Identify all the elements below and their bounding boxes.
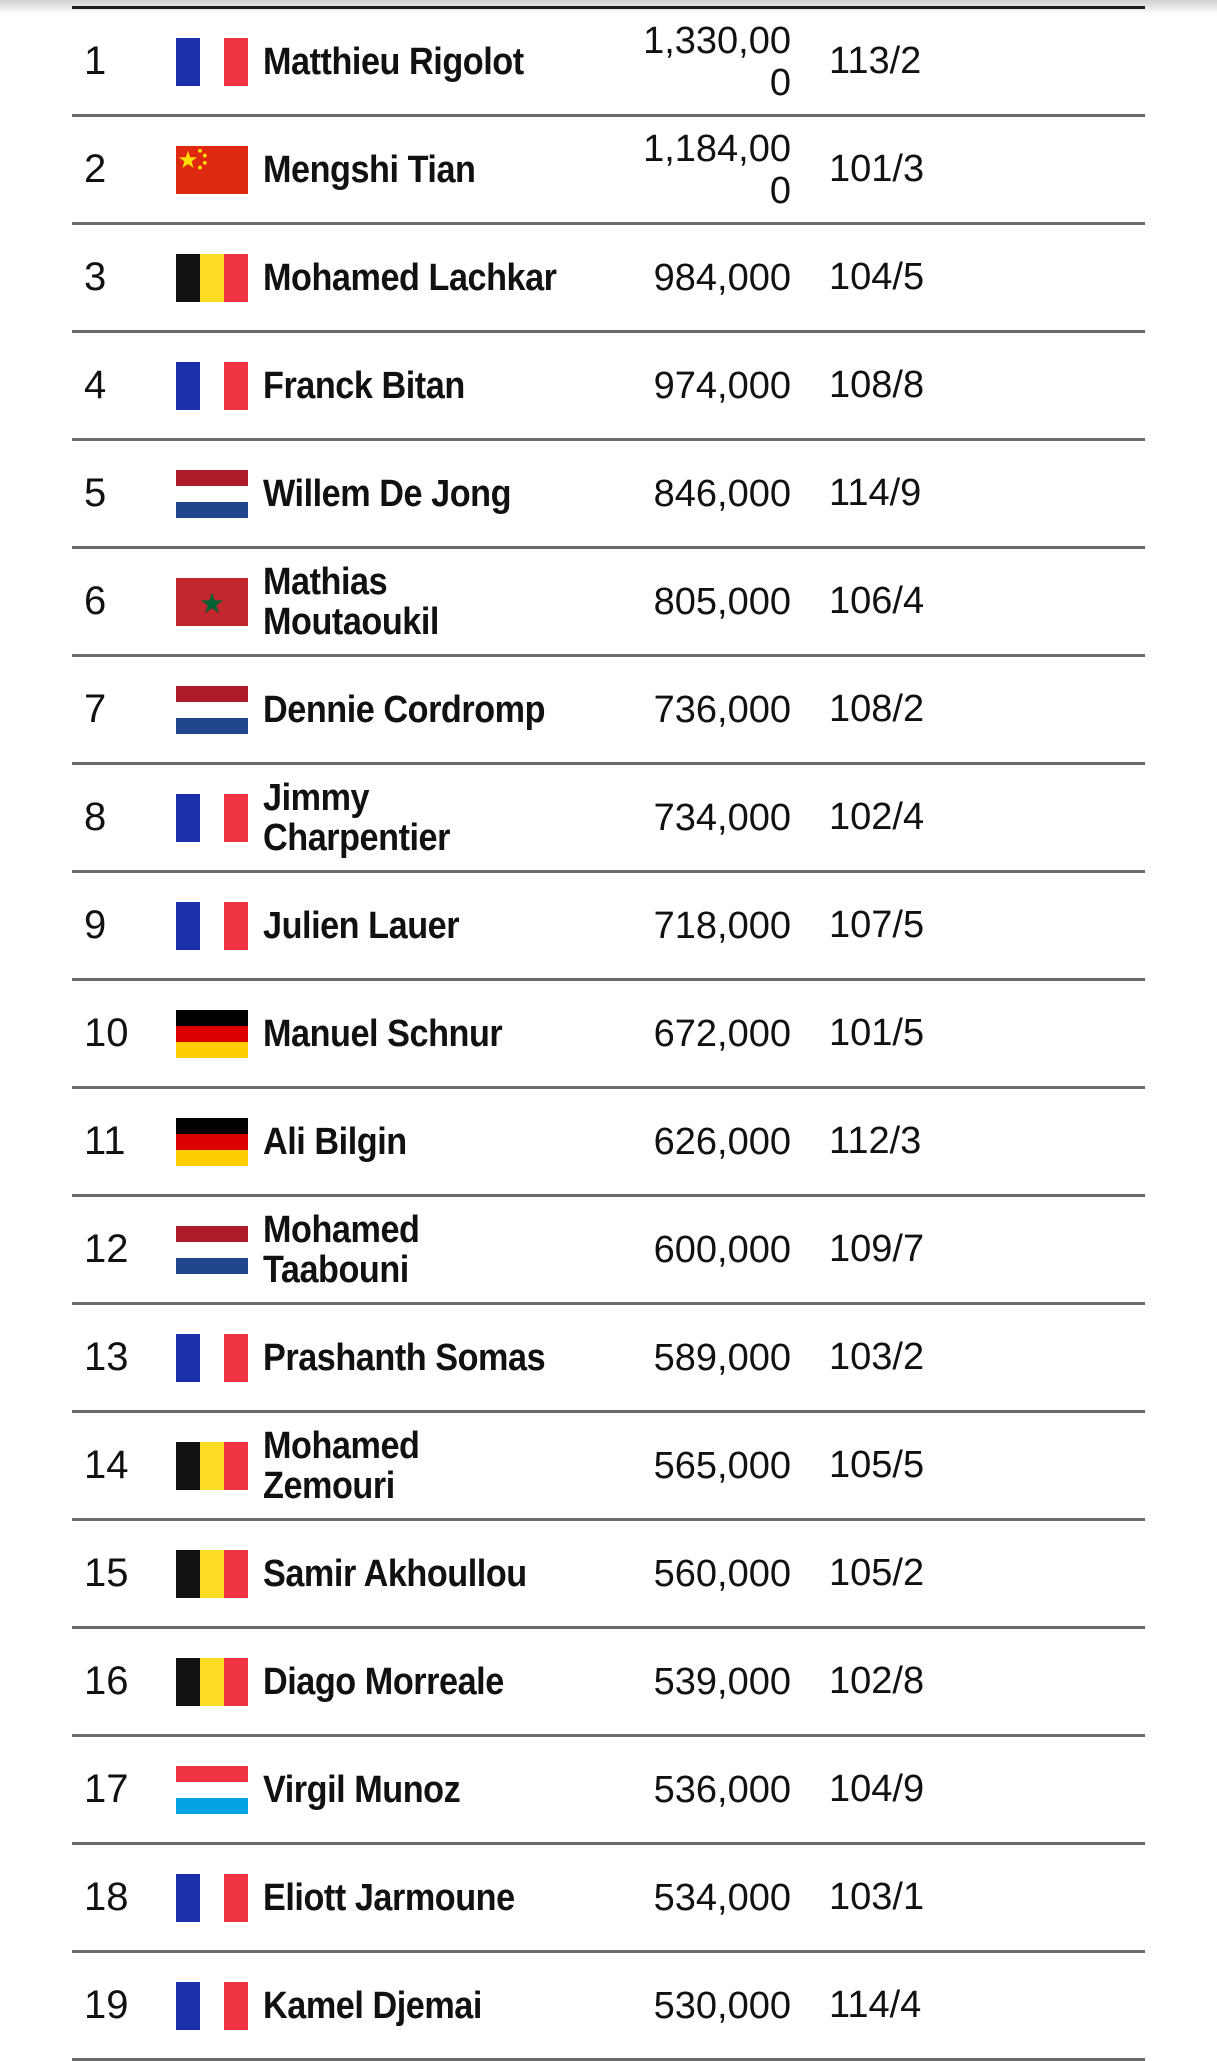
record-cell: 114/9	[829, 472, 922, 514]
player-name[interactable]: Matthieu Rigolot	[263, 40, 524, 83]
record-cell: 114/4	[829, 1984, 922, 2026]
rank-cell: 2	[84, 147, 107, 191]
points-cell: 530,000	[653, 1984, 791, 2027]
rank-cell: 16	[84, 1659, 129, 1703]
belgium-flag-icon	[176, 1550, 248, 1598]
points-line: 1,330,00	[643, 19, 791, 62]
points-line: 0	[769, 61, 791, 104]
player-name[interactable]: Mohamed Lachkar	[263, 256, 557, 299]
table-row[interactable]	[72, 1089, 1145, 1197]
france-flag-icon	[176, 38, 248, 86]
rank-cell: 5	[84, 471, 107, 515]
record-cell: 103/1	[829, 1876, 925, 1918]
player-name[interactable]: Mathias Moutaoukil	[263, 560, 439, 643]
player-name[interactable]: Virgil Munoz	[263, 1768, 461, 1811]
table-row[interactable]	[72, 117, 1145, 225]
points-cell	[641, 117, 791, 222]
table-row[interactable]	[72, 657, 1145, 765]
belgium-flag-icon	[176, 254, 248, 302]
netherlands-flag-icon	[176, 470, 248, 518]
table-row[interactable]	[72, 1305, 1145, 1413]
table-row[interactable]	[72, 765, 1145, 873]
record-cell: 104/5	[829, 256, 925, 298]
player-name[interactable]: Kamel Djemai	[263, 1984, 482, 2027]
record-cell: 105/2	[829, 1552, 925, 1594]
table-row[interactable]	[72, 549, 1145, 657]
rank-cell: 11	[84, 1119, 126, 1163]
rank-cell: 7	[84, 687, 107, 731]
rank-cell: 4	[84, 363, 107, 407]
points-cell: 734,000	[653, 796, 791, 839]
player-name[interactable]: Eliott Jarmoune	[263, 1876, 515, 1919]
table-row[interactable]	[72, 225, 1145, 333]
rank-cell: 9	[84, 903, 107, 947]
rank-cell: 10	[84, 1011, 129, 1055]
rank-cell: 6	[84, 579, 107, 623]
record-cell: 108/2	[829, 688, 925, 730]
player-name[interactable]: Jimmy Charpentier	[263, 776, 451, 859]
points-cell: 672,000	[653, 1012, 791, 1055]
rank-cell: 18	[84, 1875, 129, 1919]
player-name[interactable]: Franck Bitan	[263, 364, 465, 407]
france-flag-icon	[176, 1982, 248, 2030]
record-cell: 105/5	[829, 1444, 925, 1486]
points-cell: 736,000	[653, 688, 791, 731]
points-line: 1,184,00	[643, 127, 791, 170]
player-name[interactable]: Dennie Cordromp	[263, 688, 546, 731]
player-name[interactable]: Mohamed Taabouni	[263, 1208, 420, 1291]
points-cell: 534,000	[653, 1876, 791, 1919]
record-cell: 109/7	[829, 1228, 925, 1270]
china-flag-icon	[176, 146, 248, 194]
player-name[interactable]: Willem De Jong	[263, 472, 512, 515]
france-flag-icon	[176, 794, 248, 842]
belgium-flag-icon	[176, 1442, 248, 1490]
rank-cell: 1	[84, 39, 107, 83]
points-cell: 539,000	[653, 1660, 791, 1703]
points-cell: 846,000	[653, 472, 791, 515]
record-cell: 101/5	[829, 1012, 925, 1054]
points-line: 0	[769, 169, 791, 212]
record-cell: 112/3	[829, 1120, 922, 1162]
france-flag-icon	[176, 902, 248, 950]
points-cell: 718,000	[653, 904, 791, 947]
player-name[interactable]: Ali Bilgin	[263, 1120, 407, 1163]
rank-cell: 8	[84, 795, 107, 839]
points-cell: 984,000	[653, 256, 791, 299]
rankings-table	[72, 6, 1145, 2061]
points-cell: 536,000	[653, 1768, 791, 1811]
points-cell: 626,000	[653, 1120, 791, 1163]
points-cell: 565,000	[653, 1444, 791, 1487]
netherlands-flag-icon	[176, 686, 248, 734]
points-cell: 974,000	[653, 364, 791, 407]
france-flag-icon	[176, 1874, 248, 1922]
points-cell	[641, 9, 791, 114]
table-row[interactable]	[72, 1521, 1145, 1629]
record-cell: 108/8	[829, 364, 925, 406]
table-row[interactable]	[72, 1197, 1145, 1305]
table-row[interactable]	[72, 1953, 1145, 2061]
player-name[interactable]: Prashanth Somas	[263, 1336, 546, 1379]
points-cell: 805,000	[653, 580, 791, 623]
morocco-flag-icon	[176, 578, 248, 626]
table-row[interactable]	[72, 1629, 1145, 1737]
luxembourg-flag-icon	[176, 1766, 248, 1814]
record-cell: 101/3	[829, 148, 925, 190]
france-flag-icon	[176, 1334, 248, 1382]
table-row[interactable]	[72, 873, 1145, 981]
rank-cell: 13	[84, 1335, 129, 1379]
germany-flag-icon	[176, 1010, 248, 1058]
player-name[interactable]: Diago Morreale	[263, 1660, 504, 1703]
points-cell: 560,000	[653, 1552, 791, 1595]
table-row[interactable]	[72, 1737, 1145, 1845]
record-cell: 106/4	[829, 580, 925, 622]
player-name[interactable]: Mengshi Tian	[263, 148, 476, 191]
table-row[interactable]	[72, 441, 1145, 549]
table-row[interactable]	[72, 9, 1145, 117]
table-row[interactable]	[72, 981, 1145, 1089]
player-name[interactable]: Manuel Schnur	[263, 1012, 503, 1055]
rank-cell: 12	[84, 1227, 129, 1271]
record-cell: 103/2	[829, 1336, 925, 1378]
player-name[interactable]: Julien Lauer	[263, 904, 460, 947]
table-row[interactable]	[72, 333, 1145, 441]
player-name[interactable]: Samir Akhoullou	[263, 1552, 527, 1595]
netherlands-flag-icon	[176, 1226, 248, 1274]
rank-cell: 3	[84, 255, 107, 299]
record-cell: 107/5	[829, 904, 925, 946]
rank-cell: 15	[84, 1551, 129, 1595]
belgium-flag-icon	[176, 1658, 248, 1706]
rank-cell: 19	[84, 1983, 129, 2027]
record-cell: 104/9	[829, 1768, 925, 1810]
germany-flag-icon	[176, 1118, 248, 1166]
france-flag-icon	[176, 362, 248, 410]
rank-cell: 14	[84, 1443, 129, 1487]
table-row[interactable]	[72, 1845, 1145, 1953]
points-cell: 600,000	[653, 1228, 791, 1271]
points-cell: 589,000	[653, 1336, 791, 1379]
rank-cell: 17	[84, 1767, 129, 1811]
player-name[interactable]: Mohamed Zemouri	[263, 1424, 420, 1507]
record-cell: 102/4	[829, 796, 925, 838]
record-cell: 102/8	[829, 1660, 925, 1702]
record-cell: 113/2	[829, 40, 922, 82]
table-row[interactable]	[72, 1413, 1145, 1521]
